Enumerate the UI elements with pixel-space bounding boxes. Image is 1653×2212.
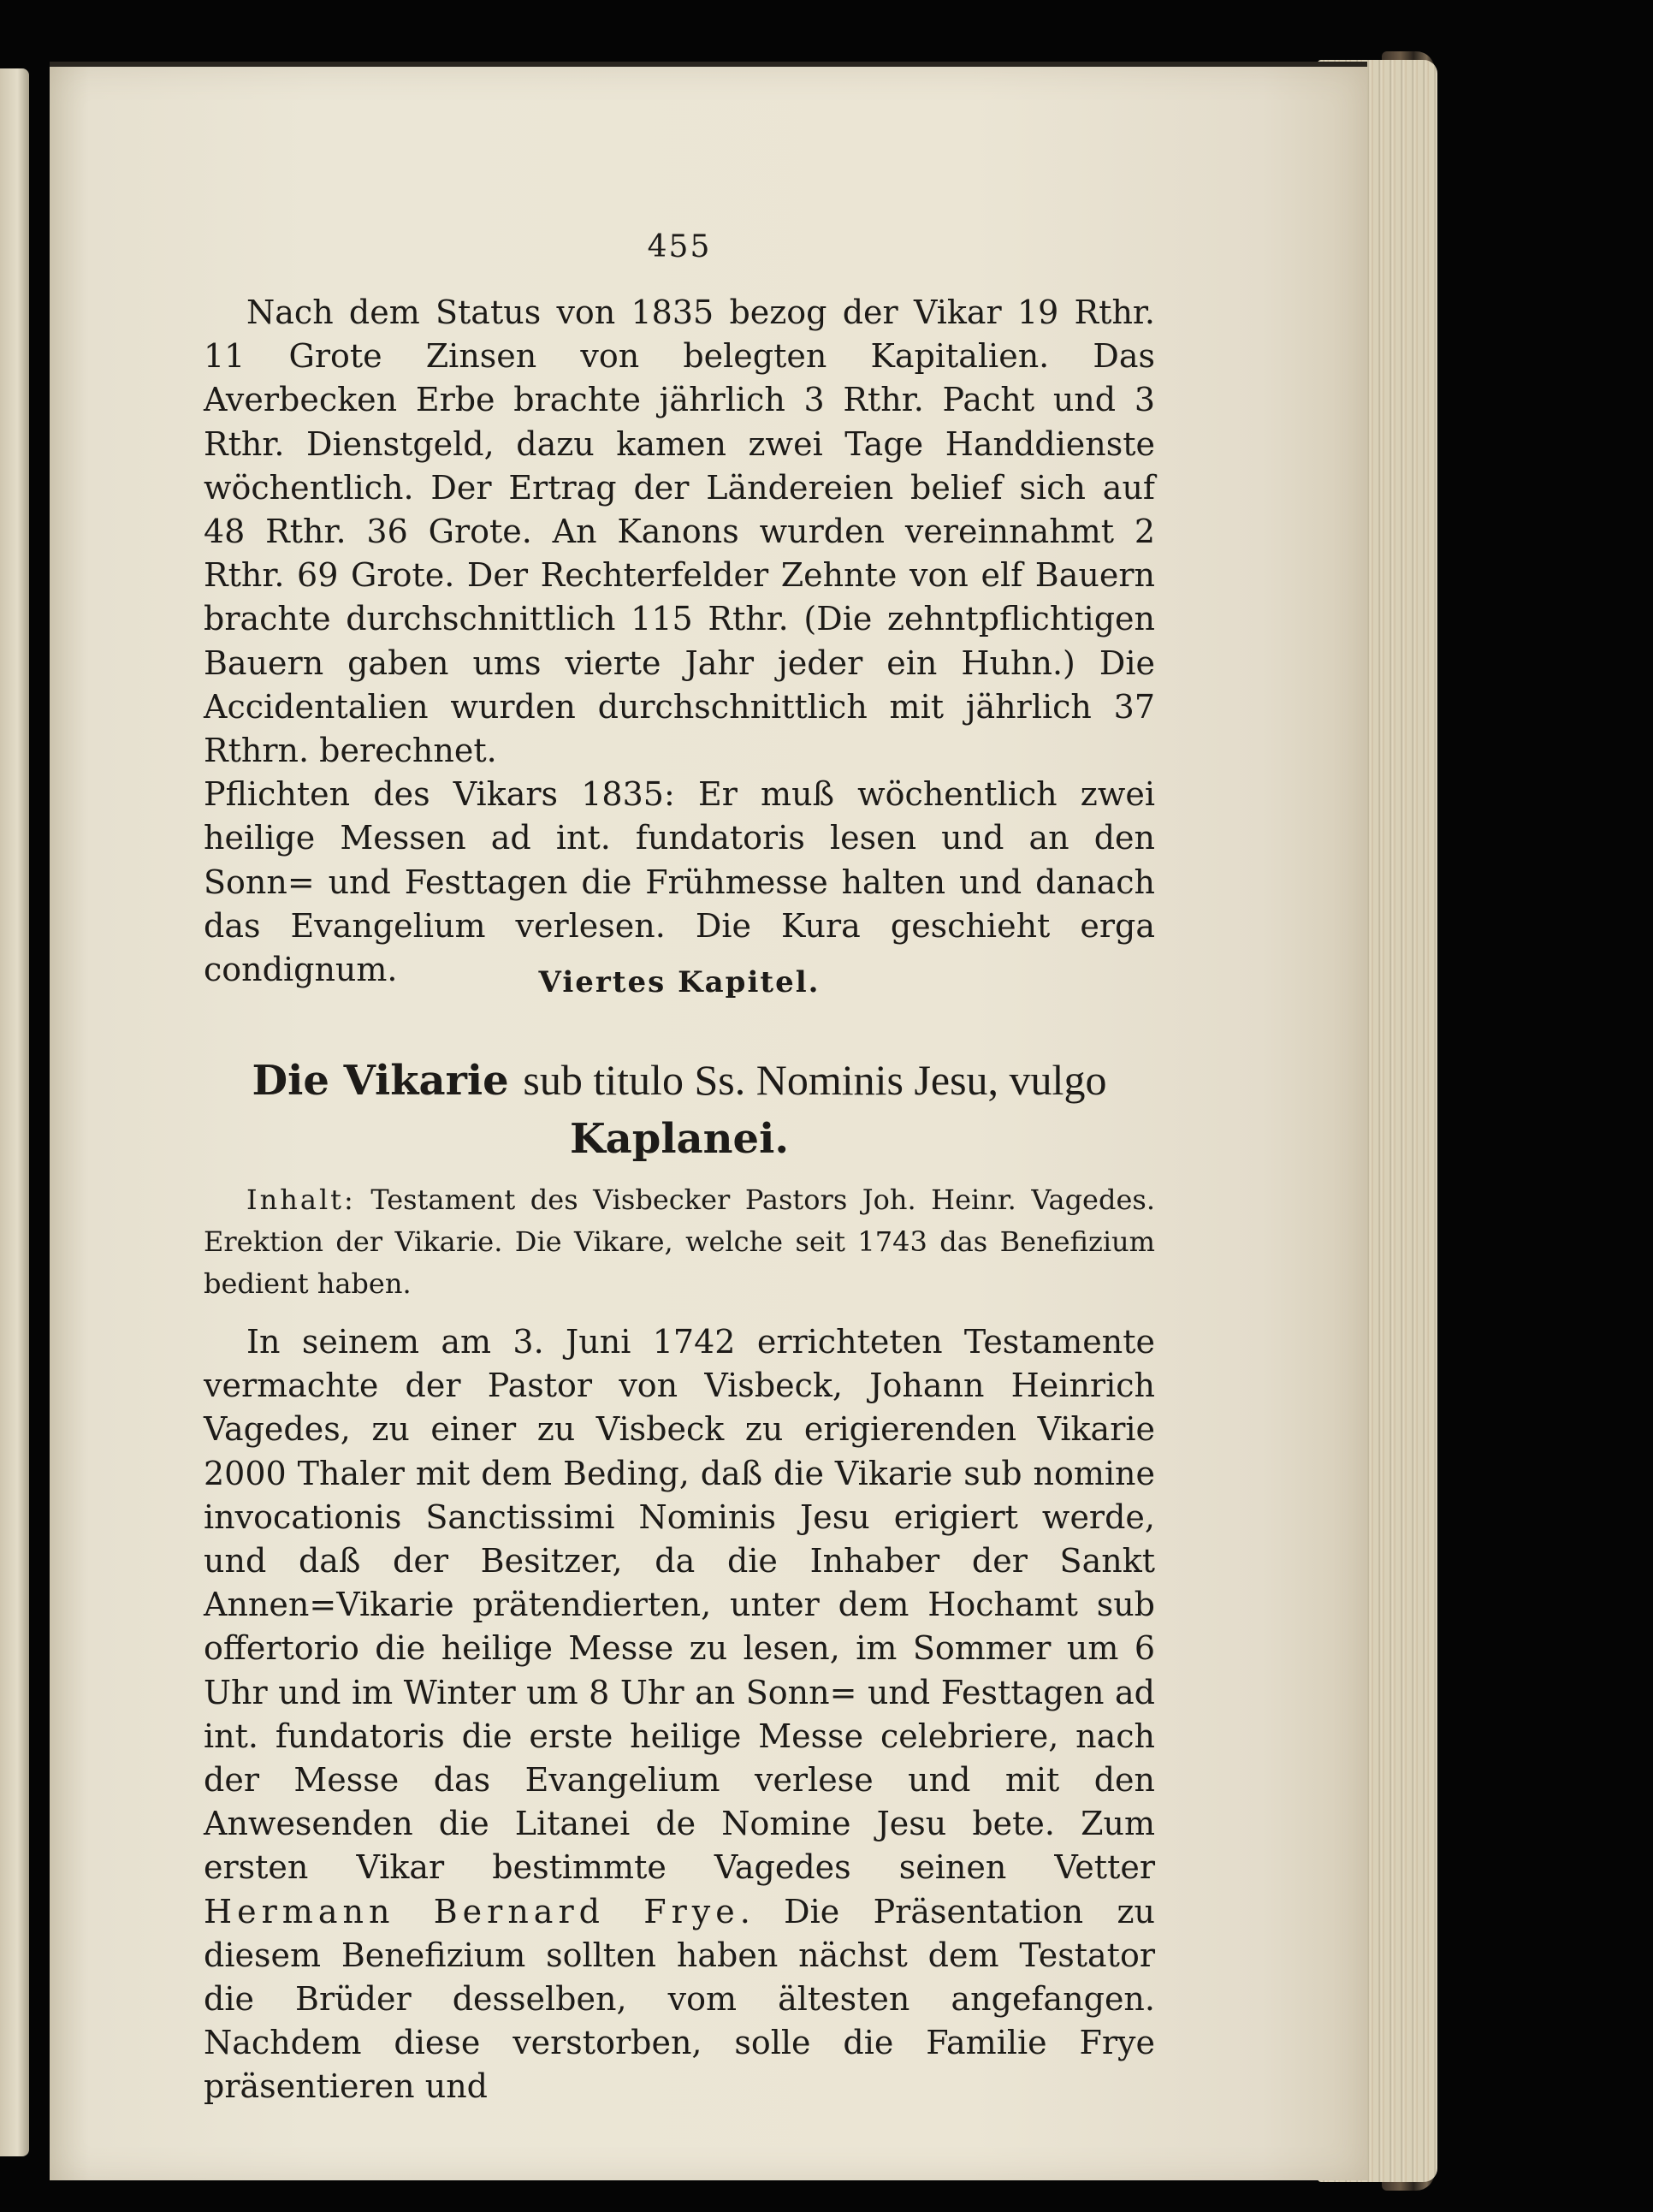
paragraph-status-1835 xyxy=(204,291,1155,992)
section-title-part-2: sub titulo Ss. Nominis Jesu, vulgo xyxy=(523,1056,1107,1104)
facing-page-edge xyxy=(0,68,29,2156)
paragraph-duties-text: Pflichten des Vikars 1835: Er muß wöchentlich zwei heilige Messen ad int. fundatoris lesen und an den Sonn= und Festtagen die Frühmesse halten und danach das Evangelium verlesen. Die Kura geschieht erga condignum. xyxy=(204,775,1155,989)
paragraph-status-text: Nach dem Status von 1835 bezog der Vikar 19 Rthr. 11 Grote Zinsen von belegten Kapitalien. Das Averbecken Erbe brachte jährlich 3 Rthr. Pacht und 3 Rthr. Dienstgeld, dazu kamen zwei Tage Handdienste wöchentlich. Der Ertrag der Ländereien belief sich auf 48 Rthr. 36 Grote. An Kanons wurden vereinnahmt 2 Rthr. 69 Grote. Der Rechterfelder Zehnte von elf Bauern brachte durchschnittlich 115 Rthr. (Die zehntpflichtigen Bauern gaben ums vierte Jahr jeder ein Huhn.) Die Accidentalien wurden durchschnittlich mit jährlich 37 Rthrn. berechnet. xyxy=(204,294,1155,770)
paragraph-testament xyxy=(204,1320,1155,2109)
contents-label: Inhalt: xyxy=(246,1183,356,1216)
paragraph-testament-text-2: . Die Präsentation zu diesem Benefizium sollten haben nächst dem Testator die Brüder desselben, vom ältesten angefangen. Nachdem diese verstorben, solle die Familie Frye präsentieren und xyxy=(204,1892,1155,2106)
page-number: 455 xyxy=(647,229,712,264)
paragraph-testament-text-1: In seinem am 3. Juni 1742 errichteten Testamente vermachte der Pastor von Visbeck, Johann Heinrich Vagedes, zu einer zu Visbeck zu erigierenden Vikarie 2000 Thaler mit dem Beding, daß die Vikarie sub nomine invocationis Sanctissimi Nominis Jesu erigiert werde, und daß der Besitzer, da die Inhaber der Sankt Annen=Vikarie prätendierten, unter dem Hochamt sub offertorio die heilige Messe zu lesen, im Sommer um 6 Uhr und im Winter um 8 Uhr an Sonn= und Festtagen ad int. fundatoris die erste heilige Messe celebriere, nach der Messe das Evangelium verlese und mit den Anwesenden die Litanei de Nomine Jesu bete. Zum ersten Vikar bestimmte Vagedes seinen Vetter xyxy=(204,1323,1155,1887)
contents-summary xyxy=(204,1179,1155,1305)
contents-text: Testament des Visbecker Pastors Joh. Heinr. Vagedes. Erektion der Vikarie. Die Vikare, welche seit 1743 das Benefizium bedient haben. xyxy=(204,1183,1156,1300)
section-title-part-1: Die Vikarie xyxy=(252,1057,509,1105)
section-title xyxy=(204,1051,1155,1168)
book-page xyxy=(50,62,1367,2180)
person-name: Hermann Bernard Frye xyxy=(204,1892,740,1930)
chapter-label: Viertes Kapitel. xyxy=(538,965,821,999)
section-title-part-3: Kaplanei. xyxy=(569,1115,790,1163)
